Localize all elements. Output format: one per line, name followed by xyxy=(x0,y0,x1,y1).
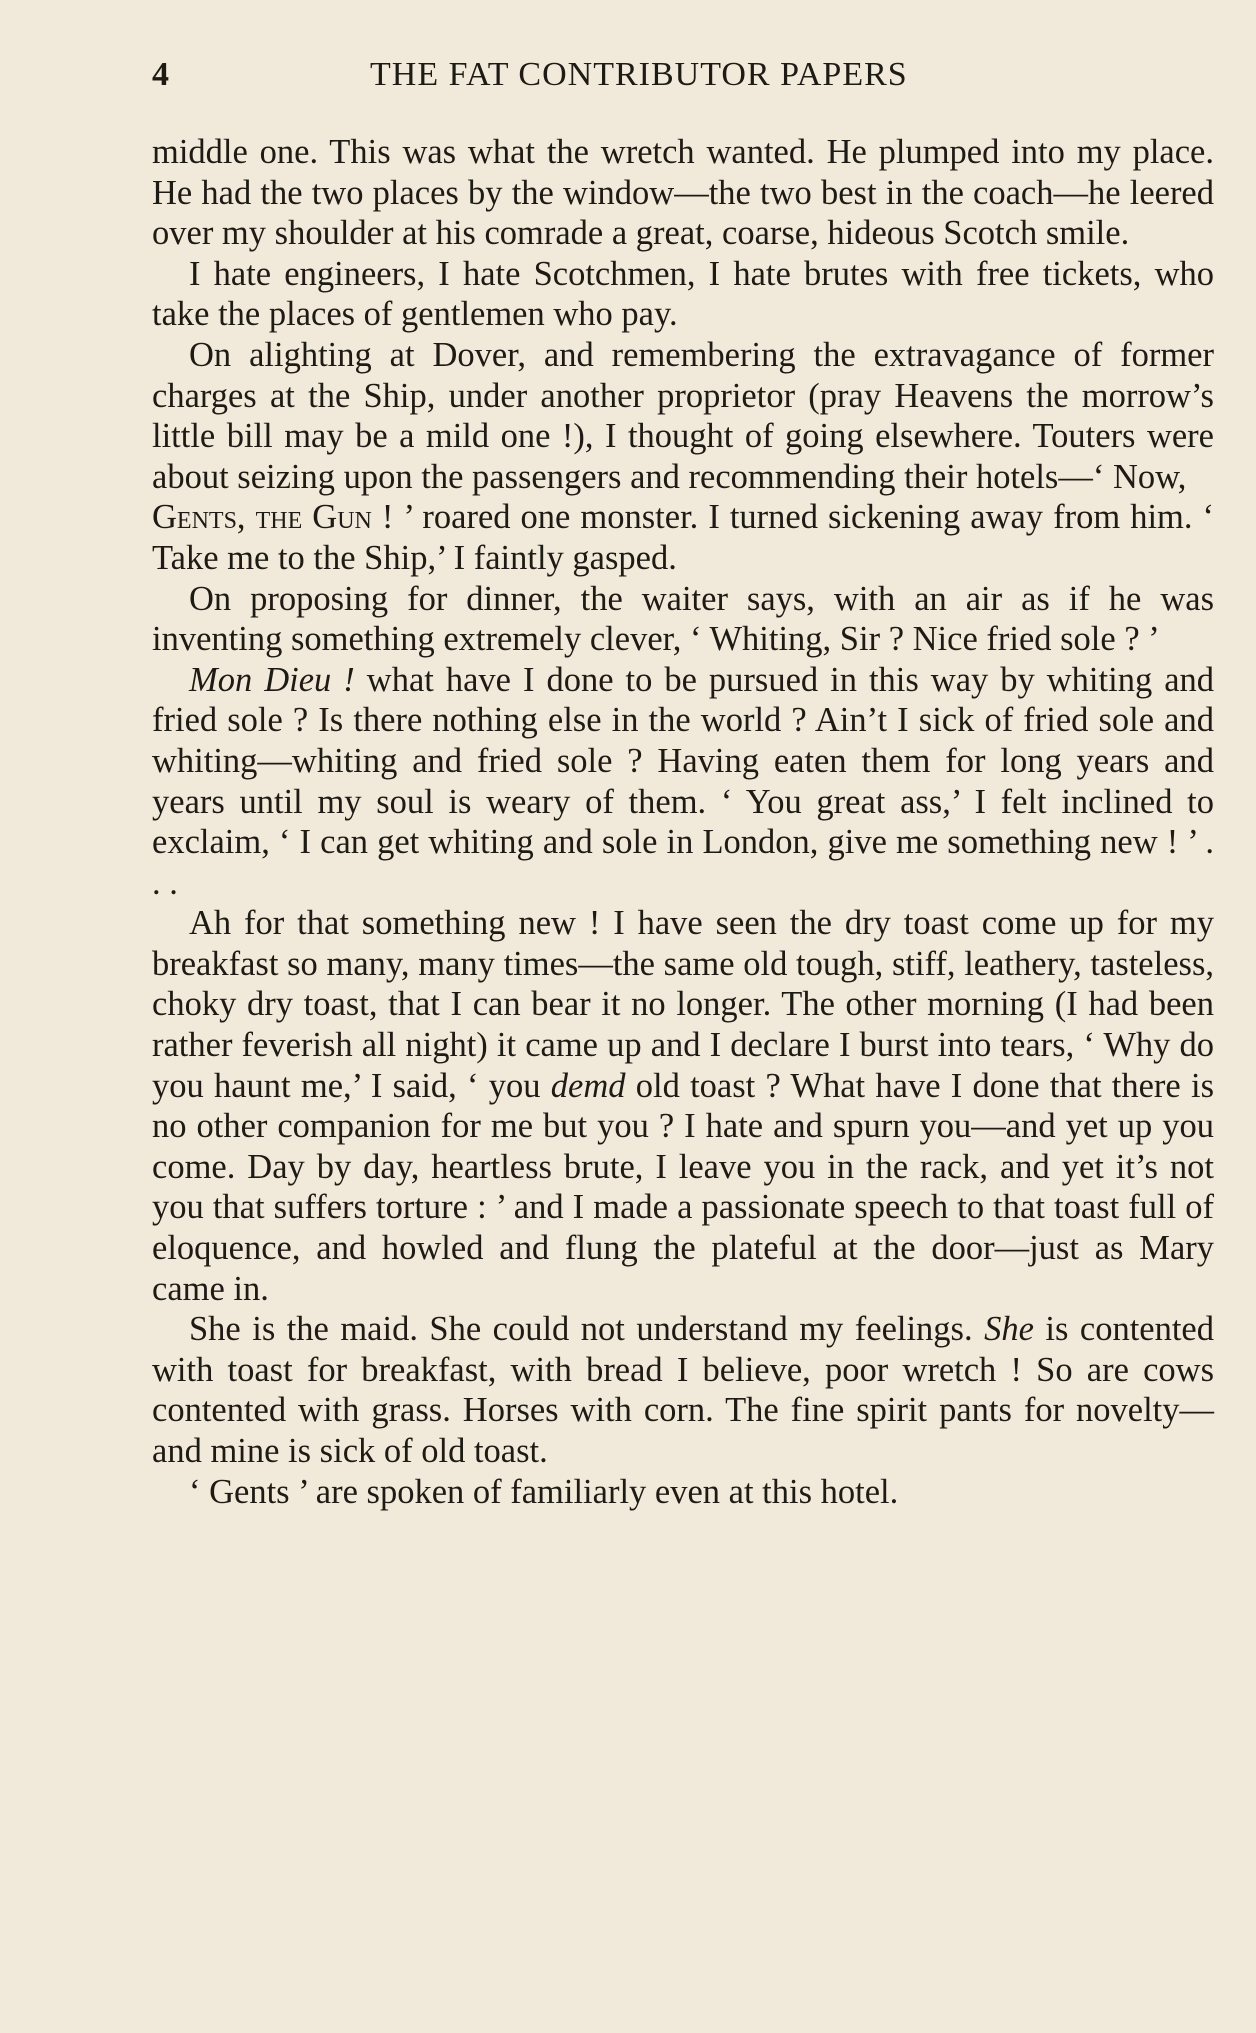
small-caps-word: Gun xyxy=(312,498,372,537)
body-text xyxy=(152,132,1214,1512)
italic-word: She xyxy=(984,1310,1034,1349)
paragraph xyxy=(152,1309,1214,1471)
paragraph-text: On proposing for dinner, the waiter says, with an air as if he was inventing something extremely clever, ‘ Whiting, Sir ? Nice fried sole ? ’ xyxy=(152,579,1214,659)
paragraph xyxy=(152,579,1214,660)
paragraph xyxy=(152,1472,1214,1513)
italic-phrase: Mon Dieu ! xyxy=(189,660,355,699)
paragraph-text: I hate engineers, I hate Scotchmen, I hate brutes with free tickets, who take the places of gentlemen who pay. xyxy=(152,254,1214,334)
page-number: 4 xyxy=(152,56,170,93)
paragraph-text: She is the maid. She could not understand my feelings. xyxy=(189,1310,985,1349)
small-caps-word: Gents, xyxy=(152,498,246,537)
paragraph-text: On alighting at Dover, and remembering the extravagance of former charges at the Ship, under another proprietor (pray Heavens the morrow’s little bill may be a mild one !), I thought of going elsewhere. Touters were about seizing upon the passengers and recommending their hotels—‘ Now, xyxy=(152,335,1214,496)
small-caps-word: the xyxy=(255,498,303,537)
paragraph xyxy=(152,335,1214,497)
paragraph-text: what have I done to be pursued in this way by whiting and fried sole ? Is there nothing else in the world ? Ain’t I sick of fried sole and whiting—whiting and fried sole ? Having eaten them for long years and years until my soul is weary of them. ‘ You great ass,’ I felt inclined to exclaim, ‘ I can get whiting and sole in London, give me something new ! ’ . . . xyxy=(152,660,1215,902)
paragraph xyxy=(152,903,1214,1309)
paragraph-text: ! ’ roared one monster. I turned sickening away from him. ‘ Take me to the Ship,’ I faintly gasped. xyxy=(152,498,1215,577)
paragraph-text: Ah for that something new ! I have seen the dry toast come up for my breakfast so many, many times—the same old tough, stiff, leathery, tasteless, choky dry toast, that I can bear it no longer. The other morning (I had been rather feverish all night) it came up and I declare I burst into tears, ‘ Why do you haunt me,’ I said, ‘ you xyxy=(152,904,1214,1105)
paragraph xyxy=(152,254,1214,335)
paragraph-text: old toast ? What have I done that there is no other companion for me but you ? I hate and spurn you—and yet up you come. Day by day, heartless brute, I leave you in the rack, and yet it’s not you that suffers torture : ’ and I made a passionate speech to that toast full of eloquence, and howled and flung the plateful at the door—just as Mary came in. xyxy=(152,1066,1214,1308)
paragraph xyxy=(152,497,1214,578)
paragraph-text: middle one. This was what the wretch wanted. He plumped into my place. He had the two places by the window—the two best in the coach—he leered over my shoulder at his comrade a great, coarse, hideous Scotch smile. xyxy=(152,133,1214,253)
paragraph xyxy=(152,660,1214,904)
running-head xyxy=(152,56,1002,104)
running-title: THE FAT CONTRIBUTOR PAPERS xyxy=(370,56,908,93)
paragraph-text: ‘ Gents ’ are spoken of familiarly even at this hotel. xyxy=(189,1472,899,1511)
paragraph-text: is contented with toast for breakfast, with bread I believe, poor wretch ! So are cows contented with grass. Horses with corn. The fine spirit pants for novelty—and mine is sick of old toast. xyxy=(152,1310,1215,1470)
italic-word: demd xyxy=(550,1066,626,1105)
paragraph xyxy=(152,132,1214,254)
